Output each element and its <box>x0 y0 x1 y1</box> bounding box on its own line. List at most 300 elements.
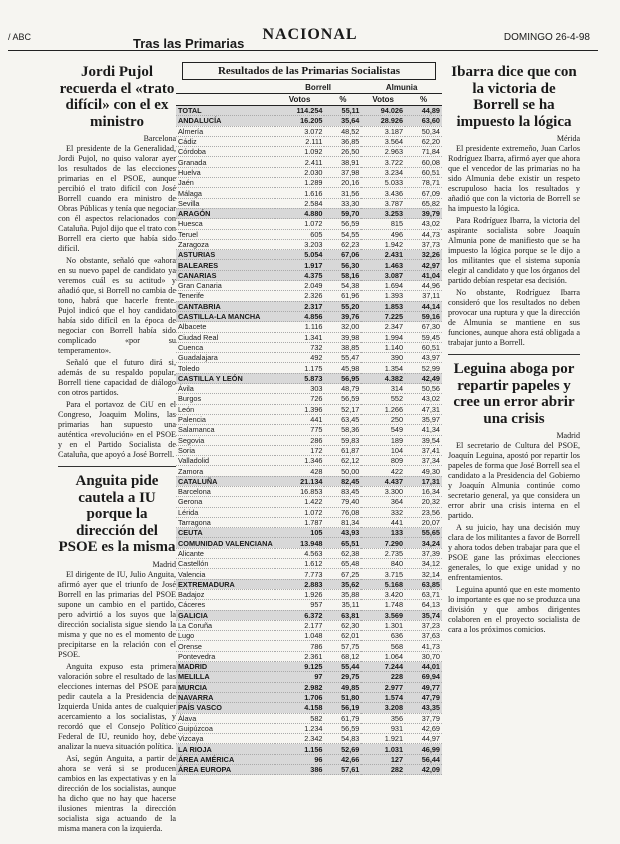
table-cell-value: 96 <box>275 754 325 764</box>
table-cell-value: 35,62 <box>324 579 361 589</box>
table-cell-value: 1.354 <box>361 363 405 373</box>
table-cell-value: 63,85 <box>405 579 442 589</box>
table-row <box>176 188 442 198</box>
table-cell-value: 32,00 <box>324 322 361 332</box>
table-cell-value: 62,01 <box>324 631 361 641</box>
table-row <box>176 136 442 146</box>
table-cell-place: León <box>176 404 275 414</box>
page-number: / ABC <box>8 32 32 42</box>
table-cell-value: 3.420 <box>361 589 405 599</box>
table-cell-value: 42,69 <box>405 723 442 733</box>
results-table <box>176 82 442 775</box>
table-cell-value: 5.033 <box>361 178 405 188</box>
table-cell-value: 1.853 <box>361 301 405 311</box>
table-cell-value: 71,84 <box>405 147 442 157</box>
table-row <box>176 456 442 466</box>
table-cell-value: 63,45 <box>324 414 361 424</box>
table-cell-value: 42,49 <box>405 373 442 383</box>
table-cell-place: EXTREMADURA <box>176 579 275 589</box>
article-paragraph: No obstante, Rodríguez Ibarra consideró que los resultados no deben provocar una ruptura y que la dirección de Almunia se mantiene en sus funciones, aunque ahora está obligada a trabajar junto a Borrell. <box>448 288 580 347</box>
table-row <box>176 765 442 775</box>
column-header: Votos <box>361 94 405 106</box>
table-cell-value: 67,06 <box>324 250 361 260</box>
table-cell-value: 1.301 <box>361 620 405 630</box>
table-cell-value: 3.569 <box>361 610 405 620</box>
table-cell-place: Vizcaya <box>176 734 275 744</box>
table-cell-place: Teruel <box>176 229 275 239</box>
table-cell-place: MELILLA <box>176 672 275 682</box>
table-cell-value: 45,98 <box>324 363 361 373</box>
table-cell-place: Castellón <box>176 559 275 569</box>
table-row <box>176 435 442 445</box>
table-row <box>176 208 442 218</box>
table-cell-value: 52,17 <box>324 404 361 414</box>
table-cell-value: 786 <box>275 641 325 651</box>
table-cell-value: 48,52 <box>324 126 361 136</box>
table-cell-value: 7.225 <box>361 311 405 321</box>
table-cell-value: 2.735 <box>361 548 405 558</box>
table-cell-place: Zamora <box>176 466 275 476</box>
table-cell-place: PAÍS VASCO <box>176 703 275 713</box>
table-row <box>176 610 442 620</box>
article-paragraph: Para el portavoz de CiU en el Congreso, Joaquim Molins, las primarias han supuesto una auténtica «revolución» en el PSOE y en el Partido Socialista de Cataluña, que apoyó a José Borrell. <box>58 400 176 459</box>
table-cell-value: 3.087 <box>361 270 405 280</box>
table-cell-value: 37,98 <box>324 167 361 177</box>
table-cell-value: 1.031 <box>361 744 405 754</box>
table-cell-value: 56,59 <box>324 394 361 404</box>
table-row <box>176 497 442 507</box>
table-cell-value: 59,70 <box>324 208 361 218</box>
table-cell-value: 59,83 <box>324 435 361 445</box>
table-cell-value: 2.584 <box>275 198 325 208</box>
table-cell-place: Badajoz <box>176 589 275 599</box>
table-cell-value: 35,97 <box>405 414 442 424</box>
table-cell-value: 552 <box>361 394 405 404</box>
table-row <box>176 353 442 363</box>
table-cell-value: 1.616 <box>275 188 325 198</box>
table-cell-value: 3.187 <box>361 126 405 136</box>
column-header: % <box>324 94 361 106</box>
table-cell-value: 17,31 <box>405 476 442 486</box>
table-cell-value: 79,40 <box>324 497 361 507</box>
table-cell-value: 3.564 <box>361 136 405 146</box>
table-cell-value: 59,16 <box>405 311 442 321</box>
table-row <box>176 703 442 713</box>
table-cell-value: 732 <box>275 342 325 352</box>
table-cell-place: Toledo <box>176 363 275 373</box>
table-cell-value: 43,02 <box>405 219 442 229</box>
table-cell-place: Valladolid <box>176 456 275 466</box>
table-cell-value: 42,97 <box>405 260 442 270</box>
table-cell-value: 1.422 <box>275 497 325 507</box>
table-cell-value: 957 <box>275 600 325 610</box>
table-row <box>176 342 442 352</box>
table-cell-place: ARAGÓN <box>176 208 275 218</box>
table-cell-value: 2.177 <box>275 620 325 630</box>
table-cell-value: 39,79 <box>405 208 442 218</box>
table-cell-value: 61,87 <box>324 445 361 455</box>
table-cell-value: 364 <box>361 497 405 507</box>
table-cell-value: 68,12 <box>324 651 361 661</box>
table-cell-place: CANARIAS <box>176 270 275 280</box>
table-cell-value: 2.326 <box>275 291 325 301</box>
table-cell-value: 41,73 <box>405 641 442 651</box>
table-cell-place: Almería <box>176 126 275 136</box>
table-cell-value: 55,65 <box>405 528 442 538</box>
table-cell-value: 1.140 <box>361 342 405 352</box>
table-cell-value: 314 <box>361 384 405 394</box>
table-cell-value: 549 <box>361 425 405 435</box>
table-cell-place: Barcelona <box>176 486 275 496</box>
table-cell-value: 63,60 <box>405 116 442 126</box>
table-cell-place: Ciudad Real <box>176 332 275 342</box>
table-cell-value: 332 <box>361 507 405 517</box>
table-cell-value: 43,02 <box>405 394 442 404</box>
table-row <box>176 744 442 754</box>
table-cell-value: 568 <box>361 641 405 651</box>
table-cell-value: 55,20 <box>324 301 361 311</box>
table-row <box>176 363 442 373</box>
table-cell-value: 61,96 <box>324 291 361 301</box>
table-cell-value: 6.372 <box>275 610 325 620</box>
table-cell-value: 1.289 <box>275 178 325 188</box>
table-cell-value: 60,51 <box>405 342 442 352</box>
table-cell-place: Burgos <box>176 394 275 404</box>
table-cell-value: 38,91 <box>324 157 361 167</box>
table-row <box>176 662 442 672</box>
table-row <box>176 559 442 569</box>
table-cell-value: 1.942 <box>361 239 405 249</box>
table-cell-place: Málaga <box>176 188 275 198</box>
table-cell-value: 62,12 <box>324 456 361 466</box>
table-row <box>176 600 442 610</box>
table-cell-value: 28.926 <box>361 116 405 126</box>
table-cell-value: 1.994 <box>361 332 405 342</box>
table-cell-value: 1.706 <box>275 692 325 702</box>
table-cell-place: CASTILLA Y LEÓN <box>176 373 275 383</box>
table-cell-value: 35,74 <box>405 610 442 620</box>
table-cell-value: 81,34 <box>324 517 361 527</box>
table-cell-value: 20,07 <box>405 517 442 527</box>
table-cell-value: 1.072 <box>275 219 325 229</box>
table-cell-value: 4.375 <box>275 270 325 280</box>
table-cell-value: 26,50 <box>324 147 361 157</box>
table-cell-value: 65,51 <box>324 538 361 548</box>
table-cell-place: Soria <box>176 445 275 455</box>
article-divider <box>448 354 580 355</box>
table-cell-place: Jaén <box>176 178 275 188</box>
table-cell-value: 54,55 <box>324 229 361 239</box>
table-cell-place: TOTAL <box>176 106 275 116</box>
table-row <box>176 517 442 527</box>
table-row <box>176 106 442 116</box>
table-cell-value: 33,30 <box>324 198 361 208</box>
table-row <box>176 116 442 126</box>
table-cell-value: 3.072 <box>275 126 325 136</box>
table-row <box>176 631 442 641</box>
table-cell-place: Granada <box>176 157 275 167</box>
table-row <box>176 723 442 733</box>
table-cell-value: 60,08 <box>405 157 442 167</box>
table-cell-value: 1.092 <box>275 147 325 157</box>
table-cell-value: 58,36 <box>324 425 361 435</box>
table-cell-value: 386 <box>275 765 325 775</box>
table-cell-place: Guipúzcoa <box>176 723 275 733</box>
table-cell-value: 1.266 <box>361 404 405 414</box>
table-cell-value: 65,82 <box>405 198 442 208</box>
column-header: % <box>405 94 442 106</box>
table-cell-value: 36,85 <box>324 136 361 146</box>
table-cell-value: 82,45 <box>324 476 361 486</box>
table-cell-value: 582 <box>275 713 325 723</box>
table-cell-value: 172 <box>275 445 325 455</box>
table-cell-place: Valencia <box>176 569 275 579</box>
table-cell-value: 46,99 <box>405 744 442 754</box>
table-cell-place: Sevilla <box>176 198 275 208</box>
table-cell-value: 44,14 <box>405 301 442 311</box>
table-row <box>176 538 442 548</box>
table-cell-value: 20,16 <box>324 178 361 188</box>
table-cell-value: 3.722 <box>361 157 405 167</box>
column-header: Votos <box>275 94 325 106</box>
table-cell-value: 52,99 <box>405 363 442 373</box>
article-paragraph: El secretario de Cultura del PSOE, Joaquín Leguina, apostó por repartir los papeles de forma que José Borrell sea el candidato a la Presidencia del Gobierno y Joaquín Almunia continúe como secretario general, ya que considera un error abrir una crisis interna en el partido. <box>448 441 580 520</box>
table-row <box>176 672 442 682</box>
table-cell-value: 49,30 <box>405 466 442 476</box>
table-cell-place: Alicante <box>176 548 275 558</box>
table-cell-place: Guadalajara <box>176 353 275 363</box>
table-cell-value: 1.921 <box>361 734 405 744</box>
table-cell-value: 29,75 <box>324 672 361 682</box>
table-cell-value: 4.158 <box>275 703 325 713</box>
table-cell-place: Palencia <box>176 414 275 424</box>
table-cell-value: 54,83 <box>324 734 361 744</box>
table-cell-place: Lérida <box>176 507 275 517</box>
results-table-column <box>176 58 442 828</box>
table-cell-value: 2.347 <box>361 322 405 332</box>
table-row <box>176 260 442 270</box>
table-cell-value: 13.948 <box>275 538 325 548</box>
table-cell-value: 65,48 <box>324 559 361 569</box>
article-pujol <box>58 64 176 460</box>
table-row <box>176 178 442 188</box>
table-row <box>176 425 442 435</box>
table-row <box>176 229 442 239</box>
table-cell-value: 3.208 <box>361 703 405 713</box>
table-cell-value: 31,56 <box>324 188 361 198</box>
table-cell-value: 67,25 <box>324 569 361 579</box>
page-header <box>0 0 620 54</box>
article-anguita <box>58 473 176 834</box>
table-cell-value: 605 <box>275 229 325 239</box>
table-cell-place: NAVARRA <box>176 692 275 702</box>
section-label: Tras las Primarias <box>133 36 245 51</box>
table-cell-place: Orense <box>176 641 275 651</box>
table-row <box>176 692 442 702</box>
table-cell-value: 41,04 <box>405 270 442 280</box>
table-cell-value: 105 <box>275 528 325 538</box>
table-cell-place: LA RIOJA <box>176 744 275 754</box>
table-row <box>176 270 442 280</box>
table-cell-place: CATALUÑA <box>176 476 275 486</box>
table-row <box>176 281 442 291</box>
table-cell-value: 42,09 <box>405 765 442 775</box>
table-cell-place: Álava <box>176 713 275 723</box>
table-cell-value: 56,59 <box>324 723 361 733</box>
table-cell-value: 78,71 <box>405 178 442 188</box>
table-row <box>176 682 442 692</box>
table-cell-value: 1.072 <box>275 507 325 517</box>
table-cell-place: Huelva <box>176 167 275 177</box>
table-cell-value: 7.290 <box>361 538 405 548</box>
table-cell-place: Cáceres <box>176 600 275 610</box>
table-cell-value: 104 <box>361 445 405 455</box>
table-row <box>176 404 442 414</box>
article-paragraph: El dirigente de IU, Julio Anguita, afirmó ayer que el triunfo de José Borrell en las primarias del PSOE supone un cambio en el partido, pero advirtió a los suyos que la dirección socialista sigue siendo la misma y que no es el momento de precipitarse en la relación con el PSOE. <box>58 569 176 659</box>
table-cell-value: 1.116 <box>275 322 325 332</box>
table-row <box>176 754 442 764</box>
table-cell-value: 97 <box>275 672 325 682</box>
table-cell-value: 43,93 <box>324 528 361 538</box>
table-cell-value: 55,11 <box>324 106 361 116</box>
table-cell-value: 55,44 <box>324 662 361 672</box>
table-cell-value: 133 <box>361 528 405 538</box>
right-column <box>448 58 580 826</box>
table-cell-value: 51,80 <box>324 692 361 702</box>
table-cell-value: 44,97 <box>405 734 442 744</box>
table-row <box>176 301 442 311</box>
table-cell-value: 37,41 <box>405 445 442 455</box>
table-cell-place: GALICIA <box>176 610 275 620</box>
table-cell-value: 1.694 <box>361 281 405 291</box>
table-cell-value: 815 <box>361 219 405 229</box>
table-cell-value: 1.234 <box>275 723 325 733</box>
article-paragraph: Leguina apuntó que en este momento lo importante es que no se produzca una división y que ambos dirigentes colaboren en el proyecto socialista de cara a los próximos comicios. <box>448 585 580 634</box>
table-cell-value: 48,79 <box>324 384 361 394</box>
table-cell-place: Pontevedra <box>176 651 275 661</box>
table-cell-value: 1.917 <box>275 260 325 270</box>
table-row <box>176 569 442 579</box>
table-cell-value: 1.748 <box>361 600 405 610</box>
table-row <box>176 311 442 321</box>
table-cell-place: ANDALUCÍA <box>176 116 275 126</box>
table-cell-value: 67,30 <box>405 322 442 332</box>
table-cell-value: 2.963 <box>361 147 405 157</box>
table-cell-value: 67,09 <box>405 188 442 198</box>
table-cell-place: Salamanca <box>176 425 275 435</box>
table-cell-value: 63,71 <box>405 589 442 599</box>
table-cell-value: 2.317 <box>275 301 325 311</box>
table-cell-value: 16,34 <box>405 486 442 496</box>
table-cell-value: 21.134 <box>275 476 325 486</box>
table-cell-value: 83,45 <box>324 486 361 496</box>
table-cell-value: 2.883 <box>275 579 325 589</box>
table-cell-value: 32,26 <box>405 250 442 260</box>
table-row <box>176 373 442 383</box>
table-cell-place: MURCIA <box>176 682 275 692</box>
table-cell-value: 56,59 <box>324 219 361 229</box>
table-cell-value: 61,79 <box>324 713 361 723</box>
table-cell-value: 38,85 <box>324 342 361 352</box>
table-cell-value: 50,56 <box>405 384 442 394</box>
table-cell-value: 49,77 <box>405 682 442 692</box>
table-cell-value: 2.431 <box>361 250 405 260</box>
column-header <box>176 94 275 106</box>
table-cell-value: 37,79 <box>405 713 442 723</box>
table-cell-value: 43,97 <box>405 353 442 363</box>
table-cell-value: 4.382 <box>361 373 405 383</box>
table-cell-value: 4.880 <box>275 208 325 218</box>
table-row <box>176 734 442 744</box>
table-cell-value: 127 <box>361 754 405 764</box>
table-row <box>176 384 442 394</box>
table-cell-value: 44,96 <box>405 281 442 291</box>
section-title: NACIONAL <box>262 26 358 43</box>
table-row <box>176 157 442 167</box>
table-cell-value: 35,11 <box>324 600 361 610</box>
table-cell-place: MADRID <box>176 662 275 672</box>
table-row <box>176 528 442 538</box>
table-row <box>176 620 442 630</box>
table-row <box>176 126 442 136</box>
table-cell-value: 94.026 <box>361 106 405 116</box>
table-row <box>176 651 442 661</box>
article-paragraph: No obstante, señaló que «ahora en su nuevo papel de candidato ya veremos cuál es su actitud» y añadió que, si Borrell no cambia de tono, habrá que hacerle frente. Pujol indicó que el hoy candidato había sido difícil en la época de negociar con Borrell había sido complicado «por su temperamento». <box>58 256 176 355</box>
candidate-header-borrell: Borrell <box>275 82 362 94</box>
article-headline: Anguita pide cautela a IU porque la dirección del PSOE es la misma <box>58 473 176 555</box>
article-paragraph: Así, según Anguita, a partir de ahora se verá si se producen cambios en las expectativas y en la dirección de los socialistas, aunque ha dicho que no hay que hacerse ilusiones mientras la dirección socialista siga actuando de la misma manera con la izquierda. <box>58 753 176 833</box>
article-dateline: Madrid <box>152 559 176 569</box>
table-cell-place: Tarragona <box>176 517 275 527</box>
table-row <box>176 147 442 157</box>
table-cell-place: CASTILLA-LA MANCHA <box>176 311 275 321</box>
table-cell-value: 3.253 <box>361 208 405 218</box>
table-cell-value: 1.396 <box>275 404 325 414</box>
table-cell-value: 441 <box>275 414 325 424</box>
table-candidate-row <box>176 82 442 94</box>
table-cell-value: 62,20 <box>405 136 442 146</box>
table-cell-place: COMUNIDAD VALENCIANA <box>178 538 273 548</box>
table-cell-value: 76,08 <box>324 507 361 517</box>
table-cell-value: 62,38 <box>324 548 361 558</box>
table-cell-value: 54,38 <box>324 281 361 291</box>
article-ibarra <box>448 64 580 348</box>
table-row <box>176 466 442 476</box>
table-cell-value: 58,16 <box>324 270 361 280</box>
article-leguina <box>448 361 580 635</box>
table-cell-value: 63,81 <box>324 610 361 620</box>
table-cell-value: 34,12 <box>405 559 442 569</box>
table-cell-value: 1.926 <box>275 589 325 599</box>
table-cell-place: Gran Canaria <box>176 281 275 291</box>
table-cell-value: 775 <box>275 425 325 435</box>
table-cell-value: 2.030 <box>275 167 325 177</box>
table-cell-place: Segovia <box>176 435 275 445</box>
table-row <box>176 291 442 301</box>
table-cell-place: CEUTA <box>176 528 275 538</box>
table-cell-value: 37,11 <box>405 291 442 301</box>
article-divider <box>58 466 176 467</box>
table-row <box>176 486 442 496</box>
table-cell-value: 1.156 <box>275 744 325 754</box>
table-row <box>176 394 442 404</box>
left-column <box>58 58 177 833</box>
table-cell-value: 37,34 <box>405 456 442 466</box>
table-cell-value: 2.342 <box>275 734 325 744</box>
table-cell-value: 1.341 <box>275 332 325 342</box>
table-cell-value: 840 <box>361 559 405 569</box>
article-dateline: Mérida <box>556 134 580 143</box>
